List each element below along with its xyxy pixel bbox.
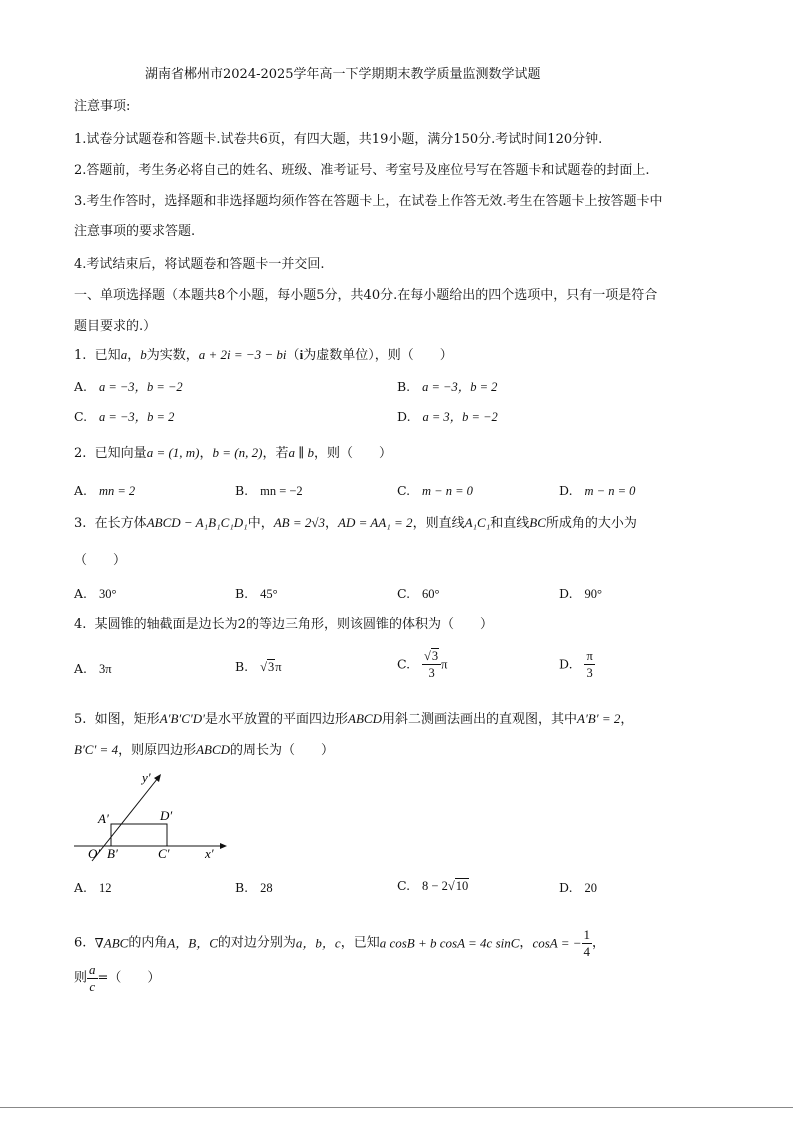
- fraction-numerator: 1: [583, 927, 591, 942]
- stem-text: 和直线: [490, 516, 530, 531]
- q3-option-b[interactable]: [235, 585, 278, 603]
- stem-text: 某圆锥的轴截面是边长为2的等边三角形，则该圆锥的体积为（ ）: [94, 617, 493, 632]
- section-heading-line-1: 一、单项选择题（本题共8个小题，每小题5分，共40分.在每小题给出的四个选项中，只有一项是符合: [74, 288, 658, 303]
- option-label: A.: [74, 379, 88, 394]
- q3-option-c[interactable]: [397, 585, 440, 603]
- q1-option-a[interactable]: [74, 378, 183, 396]
- point-a-label: A′: [98, 811, 109, 826]
- q4-option-c[interactable]: [397, 648, 447, 681]
- cos-a-lhs: cosA = −: [532, 935, 582, 951]
- fraction-numerator: π: [586, 649, 593, 663]
- stem-text: ，: [620, 712, 634, 727]
- question-1-stem: [74, 346, 453, 365]
- question-number: 3.: [74, 516, 87, 531]
- q2-option-a[interactable]: [74, 482, 135, 500]
- q1-option-b[interactable]: [397, 378, 497, 396]
- section-heading-line-2: 题目要求的.）: [74, 319, 157, 334]
- option-label: C.: [397, 483, 411, 498]
- q2-option-b[interactable]: [235, 482, 303, 500]
- stem-text: ，则原四边形: [118, 743, 197, 758]
- fraction: [584, 648, 594, 681]
- stem-text: 中，: [247, 516, 274, 531]
- pi-symbol: π: [441, 657, 448, 672]
- x-axis-label: x′: [205, 846, 214, 861]
- pi-symbol: π: [275, 660, 282, 674]
- equation: a + 2i = −3 − bi: [198, 347, 287, 362]
- option-label: A.: [74, 880, 88, 895]
- option-text: 20: [584, 881, 597, 895]
- separator: ，: [199, 446, 213, 461]
- q5-option-c[interactable]: [397, 877, 469, 895]
- fraction-numerator: a: [89, 962, 96, 977]
- notes-heading: 注意事项:: [74, 99, 131, 114]
- fraction-denominator: c: [89, 979, 96, 994]
- option-text: 90°: [584, 587, 602, 601]
- var-a: a: [120, 347, 128, 362]
- oblique-projection-figure: [70, 766, 230, 866]
- point-b-label: B′: [107, 846, 118, 861]
- separator: ，: [325, 516, 339, 531]
- option-text: m − n = 0: [584, 484, 636, 498]
- q3-option-d[interactable]: [559, 585, 602, 603]
- option-text: 30°: [98, 587, 117, 601]
- question-number: 5.: [74, 712, 87, 727]
- page-title: 湖南省郴州市2024-2025学年高一下学期期末教学质量监测数学试题: [145, 67, 541, 82]
- radicand: 10: [455, 879, 469, 893]
- q5-option-d[interactable]: [559, 879, 597, 897]
- fraction-numerator: √3: [422, 648, 441, 665]
- option-text: 45°: [260, 587, 278, 601]
- stem-text: ，: [592, 935, 606, 951]
- q1-option-d[interactable]: [397, 408, 498, 426]
- stem-text: ，: [519, 935, 533, 951]
- note-line-3: 3.考生作答时，选择题和非选择题均须作答在答题卡上，在试卷上作答无效.考生在答题卡上按答题卡中: [74, 194, 663, 209]
- option-text: a = −3，b = 2: [422, 380, 498, 394]
- stem-text: 所成角的大小为: [545, 516, 637, 531]
- stem-text: ，若: [262, 446, 289, 461]
- option-label: B.: [235, 880, 249, 895]
- option-text: 60°: [422, 587, 440, 601]
- question-5-stem-line-2: [74, 741, 334, 760]
- quad-name: ABCD: [348, 711, 382, 726]
- parallel-condition: a ∥ b: [288, 445, 314, 460]
- fraction-denominator: 3: [428, 666, 435, 680]
- sqrt-symbol: √: [447, 879, 455, 893]
- stem-text: ，则直线: [412, 516, 465, 531]
- option-label: D.: [559, 483, 573, 498]
- option-text: a = −3，b = 2: [99, 410, 175, 424]
- stem-text: 则: [74, 970, 88, 986]
- question-5-stem-line-1: [74, 710, 633, 729]
- question-number: 6.: [74, 935, 87, 951]
- var-b: b: [140, 347, 147, 362]
- question-number: 2.: [74, 446, 87, 461]
- option-label: A.: [74, 586, 88, 601]
- stem-text: 如图，矩形: [94, 712, 160, 727]
- question-6-stem-line-1: [74, 927, 605, 960]
- q2-option-d[interactable]: [559, 482, 635, 500]
- option-text: 28: [260, 881, 273, 895]
- q5-option-a[interactable]: [74, 879, 111, 897]
- y-axis-arrow: [154, 774, 161, 782]
- stem-text: 已知向量: [94, 446, 147, 461]
- separator: ，: [127, 348, 141, 363]
- question-2-stem: [74, 444, 392, 463]
- option-label: B.: [235, 483, 249, 498]
- question-4-stem: [74, 616, 493, 634]
- option-text: a = 3，b = −2: [422, 410, 498, 424]
- option-label: D.: [397, 409, 411, 424]
- page-bottom-rule: [0, 1107, 793, 1108]
- option-label: D.: [559, 880, 573, 895]
- option-label: C.: [397, 586, 411, 601]
- note-line-4: 注意事项的要求答题.: [74, 224, 196, 239]
- option-label: C.: [397, 878, 411, 893]
- q2-option-c[interactable]: [397, 482, 473, 500]
- length-ab: A′B′ = 2: [577, 711, 621, 726]
- y-axis-label: y′: [142, 770, 151, 785]
- stem-text: 的周长为（ ）: [230, 743, 335, 758]
- stem-text: ，则（ ）: [314, 446, 393, 461]
- q4-option-b[interactable]: [235, 658, 282, 676]
- option-text: mn = 2: [98, 484, 136, 498]
- option-label: B.: [235, 659, 249, 674]
- length-ab: AB = 2√3: [273, 515, 325, 530]
- option-label: D.: [559, 656, 573, 672]
- fraction-denominator: 4: [583, 944, 591, 959]
- q4-option-a[interactable]: [74, 660, 112, 678]
- line-a1c1: A₁C₁: [464, 515, 491, 530]
- stem-text: 已知: [94, 348, 121, 363]
- stem-text: 的对边分别为: [217, 935, 296, 951]
- question-6-stem-line-2: [74, 962, 160, 995]
- length-ad: AD = AA₁ = 2: [338, 515, 413, 530]
- stem-text: 的内角: [128, 935, 168, 951]
- sqrt-symbol: √: [260, 660, 267, 674]
- length-bc: B′C′ = 4: [74, 742, 119, 757]
- option-text: m − n = 0: [422, 484, 473, 498]
- question-number: 4.: [74, 617, 87, 632]
- origin-label: O′: [88, 846, 101, 861]
- answer-paren: （ ）: [74, 553, 127, 568]
- vector-b: b = (n, 2): [212, 445, 263, 460]
- stem-text: （: [286, 348, 300, 363]
- option-text: 3π: [98, 662, 112, 676]
- fraction: [422, 648, 441, 681]
- line-bc: BC: [529, 515, 546, 530]
- option-text: a = −3，b = −2: [98, 380, 183, 394]
- quad-name: ABCD: [196, 742, 231, 757]
- stem-text: 是水平放置的平面四边形: [205, 712, 349, 727]
- sides: a，b，c: [295, 935, 341, 951]
- option-label: C.: [74, 409, 88, 424]
- note-line-1: 1.试卷分试题卷和答题卡.试卷共6页，有四大题，共19小题，满分150分.考试时间120分钟.: [74, 132, 603, 147]
- note-line-5: 4.考试结束后，将试题卷和答题卡一并交回.: [74, 257, 325, 272]
- triangle-name: ∇ABC: [94, 935, 129, 951]
- note-line-2: 2.答题前，考生务必将自己的姓名、班级、准考证号、考室号及座位号写在答题卡和试题卷的封面上.: [74, 163, 650, 178]
- stem-text: =（ ）: [97, 970, 161, 986]
- x-axis-arrow: [220, 843, 227, 849]
- point-d-label: D′: [160, 808, 173, 823]
- stem-text: ，已知: [340, 935, 380, 951]
- option-text: mn = −2: [260, 484, 303, 498]
- q3-option-a[interactable]: [74, 585, 116, 603]
- option-label: B.: [397, 379, 411, 394]
- option-label: D.: [559, 586, 573, 601]
- q5-option-b[interactable]: [235, 879, 273, 897]
- imaginary-unit: i: [299, 347, 304, 362]
- q1-option-c[interactable]: [74, 408, 174, 426]
- option-label: C.: [397, 656, 411, 672]
- question-3-stem: [74, 514, 637, 533]
- rect-name: A′B′C′D′: [159, 711, 206, 726]
- solid-name: ABCD − A₁B₁C₁D₁: [146, 515, 248, 530]
- ratio-fraction: [87, 962, 98, 995]
- option-label: A.: [74, 483, 88, 498]
- option-text: 8 − 2: [422, 879, 448, 893]
- option-label: A.: [74, 661, 88, 676]
- option-text: 12: [98, 881, 112, 895]
- point-c-label: C′: [158, 846, 170, 861]
- stem-text: 为实数，: [146, 348, 199, 363]
- stem-text: 为虚数单位），则（ ）: [303, 348, 453, 363]
- radicand: 3: [267, 660, 275, 674]
- option-label: B.: [235, 586, 249, 601]
- radicand: 3: [431, 649, 439, 663]
- question-number: 1.: [74, 348, 87, 363]
- fraction: [582, 927, 593, 960]
- vector-a: a = (1, m): [146, 445, 200, 460]
- q4-option-d[interactable]: [559, 648, 595, 681]
- equation: a cosB + b cosA = 4c sinC: [379, 935, 520, 951]
- stem-text: 用斜二测画法画出的直观图，其中: [381, 712, 577, 727]
- fraction-denominator: 3: [586, 666, 593, 680]
- stem-text: 在长方体: [94, 516, 147, 531]
- angles: A，B，C: [167, 935, 218, 951]
